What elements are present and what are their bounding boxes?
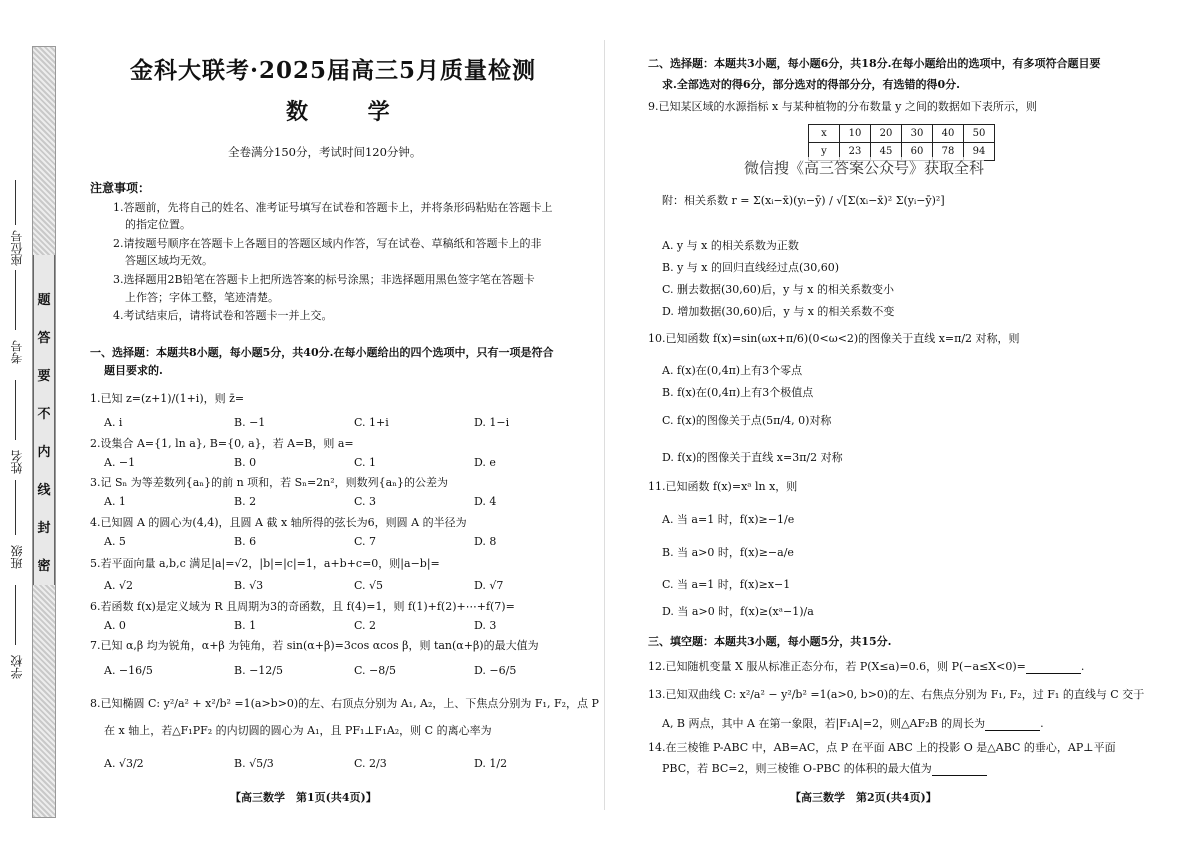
class-line [15,480,16,535]
option: C. 1+i [354,416,389,429]
option: D. √7 [474,579,504,592]
seal-char: 要 [37,369,51,384]
option: B. 当 a>0 时，f(x)≥−a/e [662,546,794,559]
option: D. 3 [474,619,497,632]
question-stem: 3.记 Sₙ 为等差数列{aₙ}的前 n 项和，若 Sₙ=2n²，则数列{aₙ}的公差为 [90,476,448,489]
notice-line: 2.请按题号顺序在答题卡上各题目的答题区域内作答，写在试卷、草稿纸和答题卡上的非 [113,237,542,250]
option: B. 1 [234,619,257,632]
answer-blank [932,764,987,776]
column-divider [604,40,605,810]
table-cell: 94 [964,143,995,161]
option: A. f(x)在(0,4π)上有3个零点 [662,364,803,377]
notice-line: 3.选择题用2B铅笔在答题卡上把所选答案的标号涂黑；非选择题用黑色签字笔在答题卡 [113,273,535,286]
option: C. 2 [354,619,377,632]
option: A. √3/2 [104,757,144,770]
option: D. −6/5 [474,664,517,677]
question-stem: 13.已知双曲线 C: x²/a² − y²/b² =1(a>0, b>0)的左、右焦点分别为 F₁, F₂，过 F₁ 的直线与 C 交于 [648,688,1145,701]
table-cell: 60 [902,143,933,161]
option: B. √3 [234,579,264,592]
table-cell: 50 [964,125,995,143]
option: A. −1 [104,456,136,469]
option: A. 0 [104,619,126,632]
table-cell: 30 [902,125,933,143]
school-label: 学校 [10,655,24,679]
question-stem: 14.在三棱锥 P-ABC 中，AB=AC，点 P 在平面 ABC 上的投影 O 是△ABC 的垂心，AP⊥平面 [648,741,1116,754]
option: B. y 与 x 的回归直线经过点(30,60) [662,261,840,274]
notice-line: 1.答题前，先将自己的姓名、准考证号填写在试卷和答题卡上，并将条形码粘贴在答题卡上 [113,201,553,214]
option: D. 当 a>0 时，f(x)≥(xᵃ−1)/a [662,605,814,618]
page-footer: 【高三数学 第1页(共4页)】 [230,791,377,804]
option: D. 1/2 [474,757,508,770]
question-stem: 10.已知函数 f(x)=sin(ωx+π/6)(0<ω<2)的图像关于直线 x=π/2 对称，则 [648,332,1020,345]
question-stem-cont [662,762,987,776]
seal-char: 密 [37,559,51,574]
notice-line: 上作答；字体工整，笔迹清楚。 [125,291,279,304]
page-footer: 【高三数学 第2页(共4页)】 [790,791,937,804]
seal-char: 不 [37,407,51,422]
section-2-heading-cont: 求.全部选对的得6分，部分选对的得部分分，有选错的得0分. [662,78,960,91]
option: A. √2 [104,579,133,592]
table-cell: x [809,125,840,143]
section-2-heading: 二、选择题：本题共3小题，每小题6分，共18分.在每小题给出的选项中，有多项符合题目要 [648,57,1101,70]
table-cell: 20 [871,125,902,143]
option: A. y 与 x 的相关系数为正数 [662,239,799,252]
section-1-heading: 一、选择题：本题共8小题，每小题5分，共40分.在每小题给出的四个选项中，只有一项是符合 [90,346,554,359]
option: D. 1−i [474,416,510,429]
notice-heading: 注意事项： [90,181,151,195]
option: C. 删去数据(30,60)后，y 与 x 的相关系数变小 [662,283,894,296]
question-stem: 7.已知 α,β 均为锐角，α+β 为钝角，若 sin(α+β)=3cos αcos β，则 tan(α+β)的最大值为 [90,639,539,652]
option: B. −12/5 [234,664,283,677]
option: B. 0 [234,456,257,469]
exam-id-line [15,270,16,330]
section-3-heading: 三、填空题：本题共3小题，每小题5分，共15分. [648,635,892,648]
table-cell: y [809,143,840,161]
exam-info: 全卷满分150分，考试时间120分钟。 [228,145,422,159]
option: D. f(x)的图像关于直线 x=3π/2 对称 [662,451,843,464]
question-stem: 8.已知椭圆 C: y²/a² + x²/b² =1(a>b>0)的左、右顶点分别为 A₁, A₂，上、下焦点分别为 F₁, F₂，点 P [90,697,599,710]
table-cell: 10 [840,125,871,143]
table-row [809,125,995,143]
seal-char: 答 [37,331,51,346]
question-stem: 1.已知 z=(z+1)/(1+i)，则 z̄= [90,392,245,405]
seal-char: 封 [37,521,51,536]
question-stem: 9.已知某区域的水源指标 x 与某种植物的分布数量 y 之间的数据如下表所示，则 [648,100,1037,113]
answer-blank [1026,662,1081,674]
option: B. f(x)在(0,4π)上有3个极值点 [662,386,814,399]
exam-id-label: 考号 [10,340,24,364]
question-stem: 4.已知圆 A 的圆心为(4,4)，且圆 A 截 x 轴所得的弦长为6，则圆 A 的半径为 [90,516,467,529]
option: C. √5 [354,579,384,592]
table-cell: 78 [933,143,964,161]
option: B. √5/3 [234,757,274,770]
question-stem: 12.已知随机变量 X 服从标准正态分布，若 P(X≤a)=0.6，则 P(−a≤X<0)= . [648,660,1085,673]
table-cell: 45 [871,143,902,161]
seal-char: 题 [37,293,51,308]
table-cell: 40 [933,125,964,143]
binding-margin [2,0,82,849]
answer-blank [985,719,1040,731]
option: D. 4 [474,495,497,508]
option: D. e [474,456,496,469]
school-line [15,585,16,645]
name-label: 姓名 [10,450,24,474]
section-1-heading-cont: 题目要求的. [104,364,163,377]
question-stem: 11.已知函数 f(x)=xᵃ ln x，则 [648,480,798,493]
question-stem: 6.若函数 f(x)是定义域为 R 且周期为3的奇函数，且 f(4)=1，则 f(1)+f(2)+⋯+f(7)= [90,600,515,613]
notice-line: 的指定位置。 [125,218,191,231]
option: B. 6 [234,535,257,548]
class-label: 班级 [10,545,24,569]
option: D. 8 [474,535,497,548]
question-stem-cont: 在 x 轴上，若△F₁PF₂ 的内切圆的圆心为 A₁，且 PF₁⊥F₁A₂，则 C 的离心率为 [104,724,492,737]
exam-title: 金科大联考·2025届高三5月质量检测 [130,57,537,84]
option: B. 2 [234,495,257,508]
option: C. 7 [354,535,377,548]
option: A. 1 [104,495,126,508]
q14-text: PBC，若 BC=2，则三棱锥 O-PBC 的体积的最大值为 [662,762,932,775]
notice-line: 4.考试结束后，请将试卷和答题卡一并上交。 [113,309,333,322]
subject-title: 数 学 [286,99,416,125]
option: A. 5 [104,535,126,548]
option: C. 1 [354,456,377,469]
question-stem: 5.若平面向量 a,b,c 满足|a|=√2，|b|=|c|=1，a+b+c=0，则|a−b|= [90,557,440,570]
option: C. 3 [354,495,377,508]
seal-char: 线 [37,483,51,498]
option: A. i [104,416,123,429]
seat-label: 座位号 [10,230,24,266]
name-line [15,380,16,440]
option: A. 当 a=1 时，f(x)≥−1/e [662,513,795,526]
watermark-text: 微信搜《高三答案公众号》获取全科 [744,159,985,177]
option: C. −8/5 [354,664,396,677]
option: C. 2/3 [354,757,387,770]
seal-line-box [33,255,55,585]
option: C. 当 a=1 时，f(x)≥x−1 [662,578,791,591]
question-stem: 2.设集合 A={1, ln a}, B={0, a}，若 A=B，则 a= [90,437,354,450]
seal-char: 内 [37,445,51,460]
option: B. −1 [234,416,266,429]
option: A. −16/5 [104,664,153,677]
data-table [808,124,995,161]
q13-text: A, B 两点，其中 A 在第一象限，若|F₁A|=2，则△AF₂B 的周长为 [662,717,986,730]
correlation-formula: 附：相关系数 r = Σ(xᵢ−x̄)(yᵢ−ȳ) / √[Σ(xᵢ−x̄)² Σ(yᵢ−ȳ)²] [662,194,945,207]
option: C. f(x)的图像关于点(5π/4, 0)对称 [662,414,832,427]
question-stem-cont: A, B 两点，其中 A 在第一象限，若|F₁A|=2，则△AF₂B 的周长为 . [662,717,1044,730]
table-cell: 23 [840,143,871,161]
option: D. 增加数据(30,60)后，y 与 x 的相关系数不变 [662,305,895,318]
seat-line [15,180,16,225]
notice-line: 答题区域均无效。 [125,254,213,267]
q12-text: 12.已知随机变量 X 服从标准正态分布，若 P(X≤a)=0.6，则 P(−a≤X<0)= [648,660,1026,673]
